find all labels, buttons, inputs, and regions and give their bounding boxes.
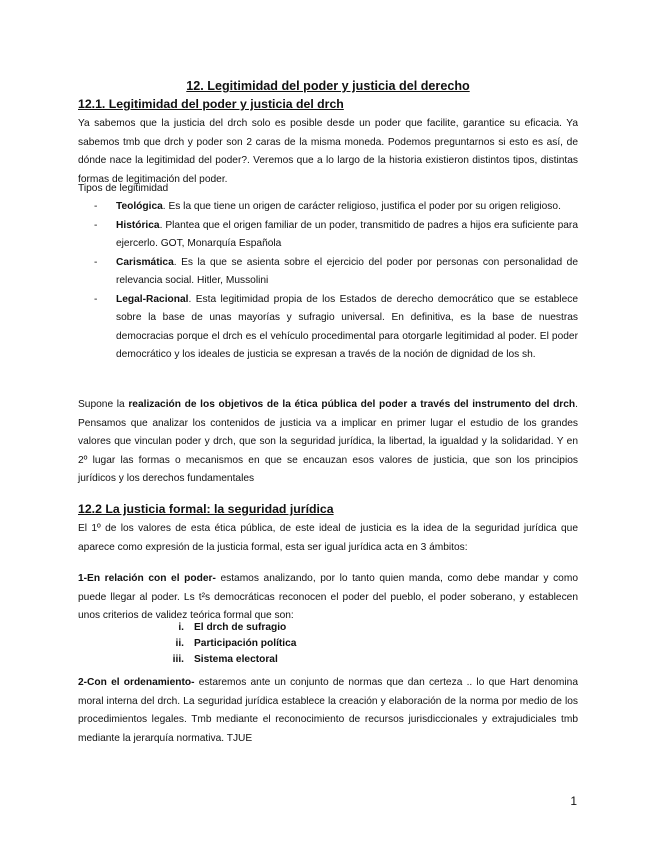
section-heading-12-2: 12.2 La justicia formal: la seguridad jurídica [78,502,334,516]
list-item-text: . Es la que se asienta sobre el ejercicio del poder por personas con personalidad de relevancia social. Hitler, Mussolini [116,256,578,286]
list-dash: - [94,293,98,305]
paragraph-lead: 2-Con el ordenamiento- [78,677,195,688]
list-item-text: . Es la que tiene un origen de carácter religioso, justifica el poder por su origen religioso. [162,201,561,212]
list-item-term: Teológica [116,201,163,212]
list-item [78,254,578,291]
legitimacy-types-list [78,198,578,365]
list-item [78,291,578,365]
list-dash: - [94,256,98,268]
list-item-term: Legal-Racional [116,293,189,305]
list-item [78,636,578,652]
criterion-label: Sistema electoral [194,654,278,665]
roman-numeral: i. [178,622,184,633]
list-item-text: . Plantea que el origen familiar de un poder, transmitido de padres a hijos era suficiente para ejercerlo. GOT, Monarquía Española [116,219,578,249]
paragraph-lead: 1-En relación con el poder- [78,573,216,584]
criterion-label: Participación política [194,638,297,649]
power-paragraph: 1-En relación con el poder- estamos analizando, por lo tanto quien manda, como debe mandar y como puede llegar al poder. Ls t²s democráticas reconocen el poder del pueblo, el poder soberano, y establecen unos criterios de validez teórica formal que son: [78,573,578,621]
roman-numeral: iii. [172,654,184,665]
list-item [78,652,578,668]
list-item-term: Carismática [116,256,174,268]
list-item-text: . Esta legitimidad propia de los Estados de derecho democrático que se establece sobre la base de unas mayorías y sufragio universal. En definitiva, es la base de nuestras democracias porque el drch es el vehículo procedimental para otorgarle legitimidad al poder. El poder democrático y los ideales de justicia se expresan a través de la noción de dignidad de los sh. [116,293,578,360]
list-item [78,198,578,217]
emphasis-text: realización de los objetivos de la ética pública del poder a través del instrumento del drch [128,399,576,410]
section1-intro-paragraph: Ya sabemos que la justicia del drch solo es posible desde un poder que facilite, garantice su eficacia. Ya sabemos tmb que drch y poder son 2 caras de la misma moneda. Podemos preguntarnos si esto es así, de dónde nace la legitimidad del poder?. Veremos que a lo largo de la historia existieron distintos tipos, distintas formas de legitimación del poder. [78,118,578,185]
section-heading-12-1: 12.1. Legitimidad del poder y justicia del drch [78,97,344,111]
list-item [78,620,578,636]
list-item [78,217,578,254]
section2-intro-paragraph: El 1º de los valores de esta ética pública, de este ideal de justicia es la idea de la seguridad jurídica que aparece como expresión de la justicia formal, esta ser igual jurídica acta en 3 ámbitos: [78,523,578,553]
types-label: Tipos de legitimidad [78,183,169,194]
list-item-term: Histórica [116,219,160,231]
ordenamiento-paragraph: 2-Con el ordenamiento- estaremos ante un conjunto de normas que dan certeza .. lo que Hart denomina moral interna del drch. La seguridad jurídica establece la creación y elaboración de la norma por medio de los procedimientos legales. Tmb mediante el reconocimiento de recursos jurisdiccionales y extrajudiciales tmb mediante la jerarquía normativa. TJUE [78,677,578,744]
criterion-label: El drch de sufragio [194,622,287,633]
section1-paragraph-2: Supone la realización de los objetivos de la ética pública del poder a través del instrumento del drch. Pensamos que analizar los contenidos de justicia va a implicar en primer lugar el estudio de los grandes valores que vinculan poder y drch, que son la seguridad jurídica, la libertad, la igualdad y la solidaridad. Y en 2º lugar las formas o mecanismos en que se encauzan esos valores de justicia, que son los principios jurídicos y los derechos fundamentales [78,399,578,484]
page-number: 1 [570,794,577,808]
roman-numeral: ii. [175,638,184,649]
list-dash: - [94,219,98,231]
page-title: 12. Legitimidad del poder y justicia del derecho [186,79,470,93]
list-dash: - [94,201,98,212]
validity-criteria-list [78,620,578,668]
